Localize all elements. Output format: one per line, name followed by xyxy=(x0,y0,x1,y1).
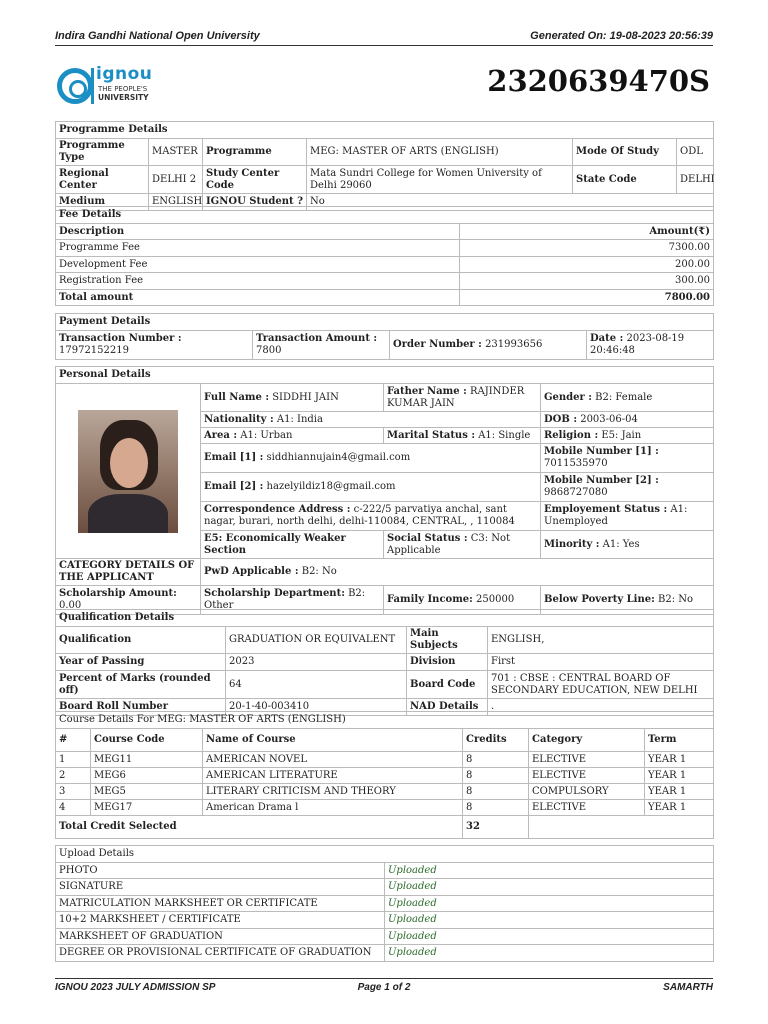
cell: 8 xyxy=(463,752,529,768)
label: Father Name : xyxy=(387,385,467,397)
cell: ELECTIVE xyxy=(529,752,645,768)
section-title: Payment Details xyxy=(56,314,714,331)
column-header: Credits xyxy=(463,729,529,752)
label: State Code xyxy=(573,166,677,194)
programme-details-table xyxy=(55,121,714,211)
section-title: Fee Details xyxy=(56,207,714,224)
cell: MEG5 xyxy=(91,784,203,800)
column-header: # xyxy=(56,729,91,752)
division: First xyxy=(488,654,714,671)
label: Programme Type xyxy=(56,139,149,166)
label: PwD Applicable : xyxy=(204,566,299,577)
registration-number: 2320639470S xyxy=(487,64,710,98)
label: Mobile Number [1] : xyxy=(544,446,659,457)
generated-on: Generated On: 19-08-2023 20:56:39 xyxy=(530,30,713,42)
label: Programme xyxy=(203,139,307,166)
fee-amount: 300.00 xyxy=(460,273,714,290)
scholarship-department: B2: Other xyxy=(204,588,366,611)
label: Social Status : xyxy=(387,532,468,544)
cell: LITERARY CRITICISM AND THEORY xyxy=(203,784,463,800)
label: Mobile Number [2] : xyxy=(544,475,659,486)
mobile-1: 7011535970 xyxy=(544,458,608,469)
ews-category: E5: Economically Weaker Section xyxy=(201,531,384,559)
upload-status: Uploaded xyxy=(385,896,714,912)
category-label: CATEGORY DETAILS OF THE APPLICANT xyxy=(56,559,201,586)
upload-status: Uploaded xyxy=(385,863,714,879)
column-header: Course Code xyxy=(91,729,203,752)
label: Amount(₹) xyxy=(460,224,714,240)
fee-desc: Programme Fee xyxy=(56,240,460,257)
upload-details-table xyxy=(55,845,714,962)
fee-amount: 7300.00 xyxy=(460,240,714,257)
section-title: Programme Details xyxy=(56,122,714,139)
upload-status: Uploaded xyxy=(385,929,714,945)
scholarship-amount: 0.00 xyxy=(59,600,82,611)
fee-desc: Registration Fee xyxy=(56,273,460,290)
column-header: Category xyxy=(529,729,645,752)
ignou-student: No xyxy=(307,194,714,211)
board-code: 701 : CBSE : CENTRAL BOARD OF SECONDARY EDUCATION, NEW DELHI xyxy=(488,671,714,699)
cell: American Drama l xyxy=(203,800,463,816)
family-income: 250000 xyxy=(476,594,515,605)
year-of-passing: 2023 xyxy=(226,654,407,671)
label: Transaction Amount : xyxy=(256,333,378,344)
cell: 8 xyxy=(463,800,529,816)
full-name: SIDDHI JAIN xyxy=(272,391,339,403)
table-row xyxy=(56,784,714,800)
label: Date : xyxy=(590,333,624,344)
regional-center: DELHI 2 xyxy=(149,166,203,194)
minority: A1: Yes xyxy=(602,538,640,550)
cell: YEAR 1 xyxy=(645,800,714,816)
cell: 8 xyxy=(463,768,529,784)
label: NAD Details xyxy=(407,699,488,716)
study-center: Mata Sundri College for Women University of Delhi 29060 xyxy=(307,166,573,194)
label: Employement Status : xyxy=(544,504,668,515)
total-credit-label: Total Credit Selected xyxy=(56,816,463,839)
marital-status: A1: Single xyxy=(478,429,531,441)
label: Main Subjects xyxy=(407,627,488,654)
page-footer xyxy=(55,978,713,994)
label: Study Center Code xyxy=(203,166,307,194)
cell: 1 xyxy=(56,752,91,768)
ignou-logo xyxy=(57,66,177,106)
table-row xyxy=(56,768,714,784)
page-number: Page 1 of 2 xyxy=(357,982,411,993)
nad-details: . xyxy=(488,699,714,716)
cell: MEG6 xyxy=(91,768,203,784)
list-item xyxy=(56,863,714,879)
employment-status: A1: Unemployed xyxy=(544,504,688,527)
cell: YEAR 1 xyxy=(645,784,714,800)
programme-type: MASTER xyxy=(149,139,203,166)
upload-item: SIGNATURE xyxy=(56,879,385,896)
section-title: Upload Details xyxy=(56,846,714,863)
cell: 4 xyxy=(56,800,91,816)
table-row xyxy=(56,800,714,816)
cell: ELECTIVE xyxy=(529,800,645,816)
label: Area : xyxy=(204,429,238,441)
label: DOB : xyxy=(544,413,578,425)
gender: B2: Female xyxy=(595,391,653,403)
cell: COMPULSORY xyxy=(529,784,645,800)
logo-brand: ignou xyxy=(96,64,153,84)
list-item xyxy=(56,879,714,896)
cell: 8 xyxy=(463,784,529,800)
programme-name: MEG: MASTER OF ARTS (ENGLISH) xyxy=(307,139,573,166)
fee-total: 7800.00 xyxy=(460,290,714,306)
cell: AMERICAN NOVEL xyxy=(203,752,463,768)
board-roll-number: 20-1-40-003410 xyxy=(226,699,407,716)
photo-cell xyxy=(56,384,201,559)
label: Email [1] : xyxy=(204,452,264,463)
upload-status: Uploaded xyxy=(385,879,714,896)
cell: AMERICAN LITERATURE xyxy=(203,768,463,784)
total-credit: 32 xyxy=(463,816,529,839)
label: Description xyxy=(56,224,460,240)
logo-ring-icon xyxy=(57,68,93,104)
upload-item: MARKSHEET OF GRADUATION xyxy=(56,929,385,945)
section-title: Course Details For MEG: MASTER OF ARTS (ENGLISH) xyxy=(56,712,714,729)
social-status: C3: Not Applicable xyxy=(387,532,511,556)
payment-details-table xyxy=(55,313,714,360)
upload-item: 10+2 MARKSHEET / CERTIFICATE xyxy=(56,912,385,929)
footer-left: IGNOU 2023 JULY ADMISSION SP xyxy=(55,982,216,993)
applicant-photo xyxy=(78,410,178,533)
label: Transaction Number : xyxy=(59,333,182,344)
transaction-number: 17972152219 xyxy=(59,345,129,356)
address: c-222/5 parvatiya anchal, sant nagar, burari, north delhi, delhi-110084, CENTRAL, , 110084 xyxy=(204,504,515,527)
below-poverty-line: B2: No xyxy=(658,594,694,605)
list-item xyxy=(56,896,714,912)
label: Regional Center xyxy=(56,166,149,194)
pwd: B2: No xyxy=(301,566,337,577)
state-code: DELHI xyxy=(677,166,714,194)
logo-line2: UNIVERSITY xyxy=(98,93,149,102)
upload-item: MATRICULATION MARKSHEET OR CERTIFICATE xyxy=(56,896,385,912)
column-header: Term xyxy=(645,729,714,752)
label: Order Number : xyxy=(393,339,482,350)
label: Total amount xyxy=(56,290,460,306)
fee-desc: Development Fee xyxy=(56,257,460,273)
label: Below Poverty Line: xyxy=(544,594,655,605)
main-subjects: ENGLISH, xyxy=(488,627,714,654)
nationality: A1: India xyxy=(276,413,323,425)
father-name: RAJINDER KUMAR JAIN xyxy=(387,385,525,409)
email-2: hazelyildiz18@gmail.com xyxy=(266,481,396,492)
logo-line1: THE PEOPLE'S xyxy=(98,85,148,93)
cell: 2 xyxy=(56,768,91,784)
label: Scholarship Department: xyxy=(204,588,345,599)
label: Minority : xyxy=(544,538,600,550)
label: Board Roll Number xyxy=(56,699,226,716)
section-title: Qualification Details xyxy=(56,610,714,627)
label: Family Income: xyxy=(387,594,473,605)
list-item xyxy=(56,929,714,945)
section-title: Personal Details xyxy=(56,367,714,384)
label: Division xyxy=(407,654,488,671)
label: Religion : xyxy=(544,429,599,441)
qualification-details-table xyxy=(55,609,714,716)
order-number: 231993656 xyxy=(485,339,543,350)
cell: YEAR 1 xyxy=(645,752,714,768)
label: Medium xyxy=(56,194,149,211)
label: Scholarship Amount: xyxy=(59,588,177,599)
label: Correspondence Address : xyxy=(204,504,351,515)
fee-amount: 200.00 xyxy=(460,257,714,273)
course-details-table xyxy=(55,711,714,839)
mode-of-study: ODL xyxy=(677,139,714,166)
fee-details-table xyxy=(55,206,714,306)
religion: E5: Jain xyxy=(601,429,642,441)
table-row xyxy=(56,752,714,768)
label: Year of Passing xyxy=(56,654,226,671)
personal-details-table xyxy=(55,366,714,615)
upload-item: PHOTO xyxy=(56,863,385,879)
label: Email [2] : xyxy=(204,481,264,492)
page-header xyxy=(55,30,713,46)
cell: MEG11 xyxy=(91,752,203,768)
area: A1: Urban xyxy=(240,429,293,441)
percent-of-marks: 64 xyxy=(226,671,407,699)
dob: 2003-06-04 xyxy=(580,413,638,425)
qualification: GRADUATION OR EQUIVALENT xyxy=(226,627,407,654)
mobile-2: 9868727080 xyxy=(544,487,608,498)
cell: 3 xyxy=(56,784,91,800)
label: Qualification xyxy=(56,627,226,654)
label: Gender : xyxy=(544,391,592,403)
label: Percent of Marks (rounded off) xyxy=(56,671,226,699)
label: Marital Status : xyxy=(387,429,476,441)
cell: MEG17 xyxy=(91,800,203,816)
column-header: Name of Course xyxy=(203,729,463,752)
upload-status: Uploaded xyxy=(385,945,714,962)
university-name: Indira Gandhi National Open University xyxy=(55,30,260,42)
label: Mode Of Study xyxy=(573,139,677,166)
label: Full Name : xyxy=(204,391,270,403)
cell: ELECTIVE xyxy=(529,768,645,784)
label: Nationality : xyxy=(204,413,274,425)
medium: ENGLISH xyxy=(149,194,203,211)
list-item xyxy=(56,945,714,962)
email-1: siddhiannujain4@gmail.com xyxy=(266,452,411,463)
upload-item: DEGREE OR PROVISIONAL CERTIFICATE OF GRADUATION xyxy=(56,945,385,962)
upload-status: Uploaded xyxy=(385,912,714,929)
list-item xyxy=(56,912,714,929)
footer-right: SAMARTH xyxy=(663,982,713,993)
transaction-amount: 7800 xyxy=(256,345,282,356)
cell: YEAR 1 xyxy=(645,768,714,784)
label: Board Code xyxy=(407,671,488,699)
label: IGNOU Student ? xyxy=(203,194,307,211)
payment-date: 2023-08-19 20:46:48 xyxy=(590,333,685,356)
